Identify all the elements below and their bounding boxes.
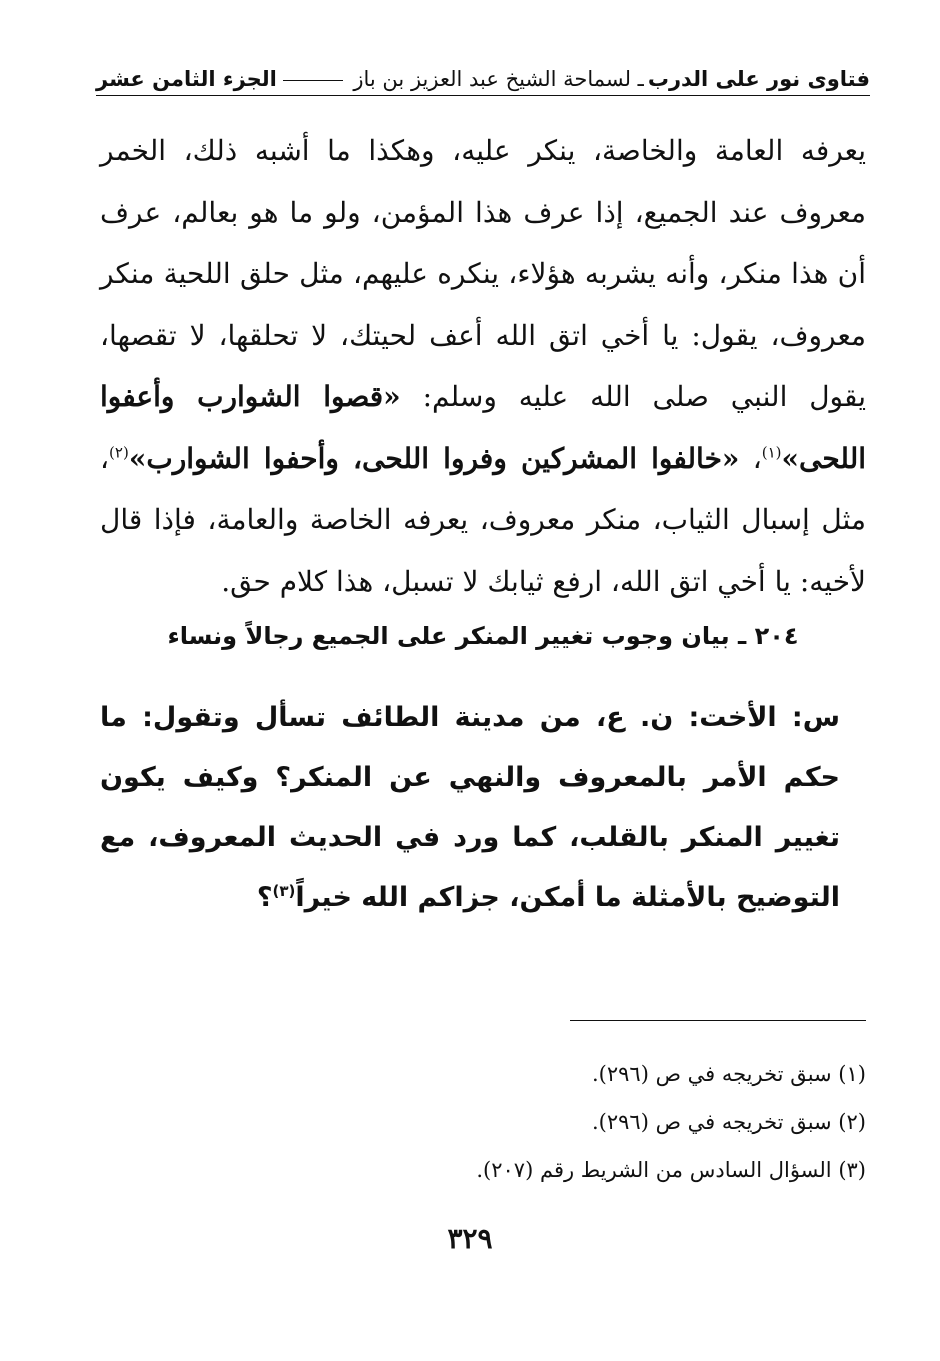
question-paragraph: [100, 688, 840, 928]
footnote-2: (٢) سبق تخريجه في ص (٢٩٦).: [592, 1110, 866, 1134]
footnote-ref-3: (٣): [272, 882, 296, 900]
footnote-1: (١) سبق تخريجه في ص (٢٩٦).: [592, 1062, 866, 1086]
body-paragraph: [100, 120, 866, 612]
footnote-ref-1: (١): [761, 443, 782, 462]
running-header: [96, 58, 870, 96]
body-part-1: يعرفه العامة والخاصة، ينكر عليه، وهكذا ما أشبه ذلك، الخمر معروف عند الجميع، إذا عرف هذا المؤمن، ولو ما هو بعالم، عرف أن هذا منكر، وأنه يشربه هؤلاء، ينكره عليهم، مثل حلق اللحية منكر معروف، يقول: يا أخي اتق الله أعف لحيتك، لا تحلقها، لا تقصها، يقول النبي صلى الله عليه وسلم:: [100, 134, 866, 413]
hadith-2: «خالفوا المشركين وفروا اللحى، وأحفوا الشوارب»: [128, 441, 740, 475]
author-name: ـ لسماحة الشيخ عبد العزيز بن باز: [353, 67, 644, 91]
volume-label: الجزء الثامن عشر: [96, 67, 277, 91]
book-title: فتاوى نور على الدرب: [647, 67, 870, 91]
footnote-ref-2: (٢): [109, 443, 129, 462]
footnote-rule: [570, 1020, 866, 1021]
separator: ،: [739, 441, 762, 475]
question-mark: ؟: [256, 882, 273, 913]
page-number: ٣٢٩: [447, 1222, 493, 1255]
section-title: ٢٠٤ ـ بيان وجوب تغيير المنكر على الجميع رجالاً ونساء: [167, 622, 799, 650]
body-part-2: ، مثل إسبال الثياب، منكر معروف، يعرفه الخاصة والعامة، فإذا قال لأخيه: يا أخي اتق الله، ارفع ثيابك لا تسبل، هذا كلام حق.: [100, 441, 866, 598]
footnote-3: (٣) السؤال السادس من الشريط رقم (٢٠٧).: [476, 1158, 866, 1182]
header-rule: [283, 80, 344, 81]
question-text: س: الأخت: ن. ع، من مدينة الطائف تسأل وتقول: ما حكم الأمر بالمعروف والنهي عن المنكر؟ وكيف يكون تغيير المنكر بالقلب، كما ورد في الحديث المعروف، مع التوضيح بالأمثلة ما أمكن، جزاكم الله خيراً: [100, 702, 840, 913]
hadith-1: «قصوا الشوارب وأعفوا اللحى»: [100, 380, 867, 475]
footnotes: [100, 1050, 866, 1194]
